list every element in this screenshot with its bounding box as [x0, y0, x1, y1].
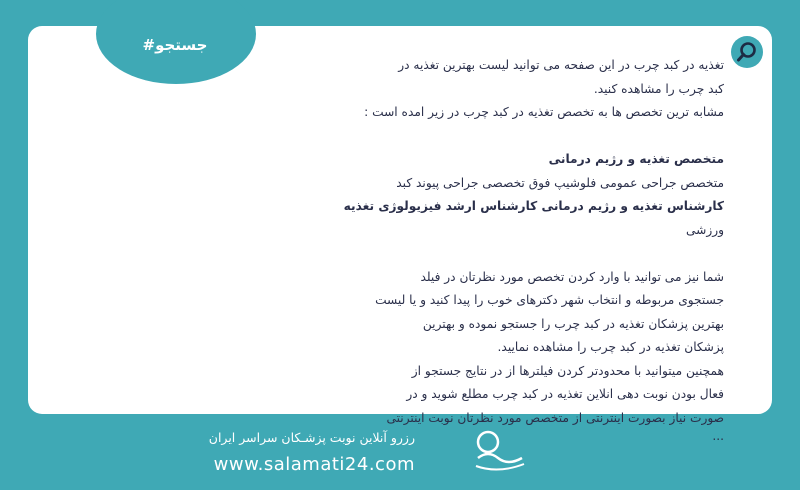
footer-tagline: رزرو آنلاین نوبت پزشـکان سراسر ایران: [208, 430, 415, 445]
desc-line: بهترین پزشکان تغذیه در کبد چرب را جستجو نموده و بهترین: [422, 316, 724, 331]
desc-line: جستجوی مربوطه و انتخاب شهر دکترهای خوب را پیدا کنید و یا لیست: [375, 293, 724, 307]
desc-line: ...: [712, 429, 724, 443]
search-button[interactable]: [731, 36, 763, 68]
desc-line: صورت نیاز بصورت اینترنتی از متخصص مورد نظرتان نوبت اینترنتی: [386, 410, 724, 425]
desc-line: همچنین میتوانید با محدودتر کردن فیلترها از در نتایج جستجو از: [411, 363, 724, 378]
specialty-link[interactable]: ورزشی: [685, 222, 724, 237]
specialty-link[interactable]: متخصص تغذیه و رژیم درمانی: [548, 152, 724, 166]
search-tag-label[interactable]: #جستجو: [142, 36, 208, 54]
intro-line: کبد چرب را مشاهده کنید.: [593, 81, 724, 96]
footer-url[interactable]: www.salamati24.com: [213, 454, 415, 475]
intro-line: مشابه ترین تخصص ها به تخصص تغذیه در کبد چرب در زیر امده است :: [364, 105, 724, 119]
specialty-link[interactable]: کارشناس تغذیه و رژیم درمانی کارشناس ارشد فیزیولوژی تغذیه: [343, 199, 724, 213]
desc-line: فعال بودن نوبت دهی انلاین تغذیه در کبد چرب مطلع شوید و در: [406, 387, 724, 401]
desc-line: شما نیز می توانید با وارد کردن تخصص مورد نظرتان در فیلد: [420, 269, 724, 284]
desc-line: پزشکان تغذیه در کبد چرب را مشاهده نمایید.: [497, 340, 724, 354]
spacer: [324, 125, 724, 149]
content-text: [324, 54, 724, 442]
specialty-link[interactable]: متخصص جراحی عمومی فلوشیپ فوق تخصصی جراحی پیوند کبد: [396, 175, 724, 190]
salamati-logo: [470, 428, 528, 476]
spacer: [324, 242, 724, 266]
intro-line: تغذیه در کبد چرب در این صفحه می توانید لیست بهترین تغذیه در: [398, 58, 724, 72]
search-icon: [731, 36, 763, 68]
